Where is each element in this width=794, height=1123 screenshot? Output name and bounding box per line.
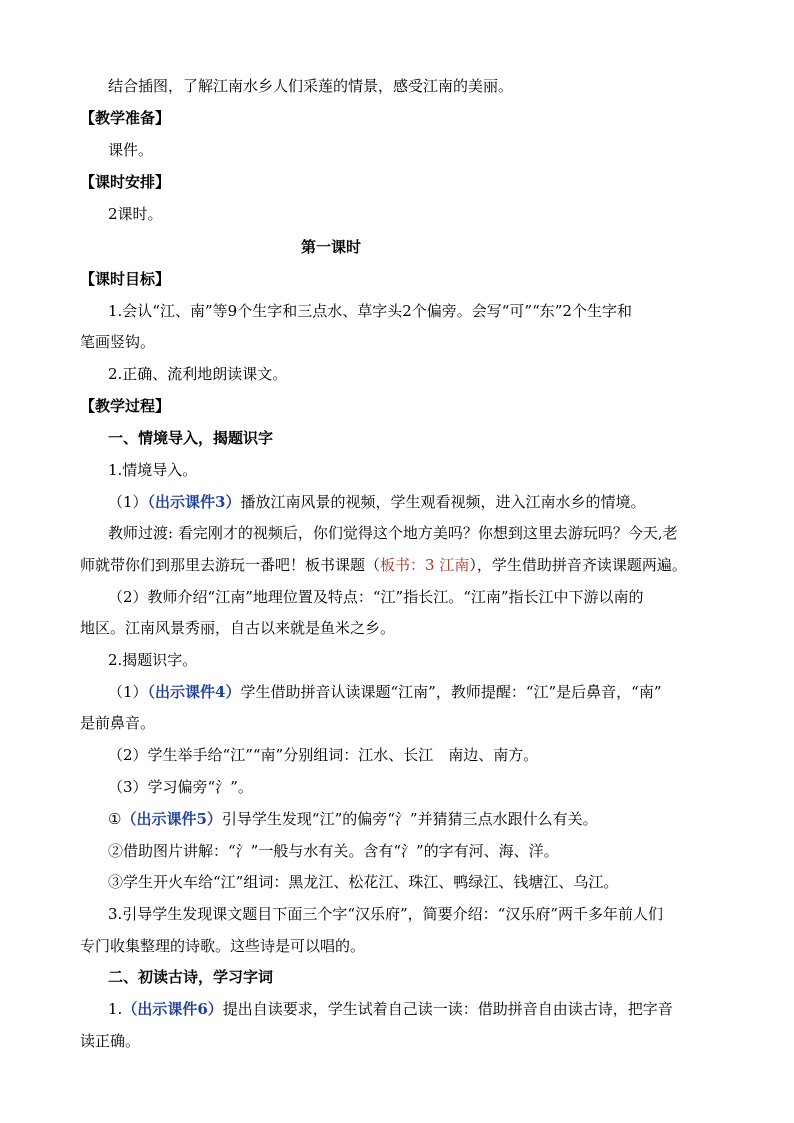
step-1-3-line-b: 专门收集整理的诗歌。这些诗是可以唱的。: [80, 937, 366, 955]
step-text: 提出自读要求，学生试着自己读一读：借助拼音自由读古诗，把字音: [222, 1000, 673, 1018]
section-1-heading: 一、情境导入，揭题识字: [108, 429, 274, 447]
step-2-1-line-a: [108, 998, 673, 1020]
circled-number: ①: [108, 810, 122, 828]
step-number: 1.: [108, 1000, 123, 1018]
step-1-1: 1.情境导入。: [108, 461, 198, 479]
section-2-heading: 二、初读古诗，学习字词: [108, 968, 274, 986]
circled-step-2: ②借助图片讲解：“氵”一般与水有关。含有“氵”的字有河、海、洋。: [108, 842, 559, 860]
step-1-2: 2.揭题识字。: [108, 651, 198, 669]
board-note: 板书：3 江南: [380, 556, 470, 574]
step-1-1-2-line-b: 地区。江南风景秀丽，自古以来就是鱼米之乡。: [80, 619, 396, 637]
heading-preparation: 【教学准备】: [80, 109, 171, 127]
heading-schedule: 【课时安排】: [80, 173, 171, 191]
circled-step-3: ③学生开火车给“江”组词：黑龙江、松花江、珠江、鸭绿江、钱塘江、乌江。: [108, 873, 619, 891]
lesson-title: 第一课时: [301, 238, 362, 256]
step-text: 引导学生发现“江”的偏旁“氵”并猜猜三点水跟什么有关。: [221, 810, 598, 828]
step-1-3-line-a: 3.引导学生发现课文题目下面三个字“汉乐府”，简要介绍：“汉乐府”两千多年前人们: [108, 905, 663, 923]
step-text: 学生借助拼音认读课题“江南”，教师提醒：“江”是后鼻音，“南”: [240, 683, 662, 701]
courseware-tag: （出示课件6）: [122, 1000, 223, 1018]
transition-text-end: ），学生借助拼音齐读课题两遍。: [469, 556, 687, 574]
step-1-1-2-line-a: （2）教师介绍“江南”地理位置及特点：“江”指长江。“江南”指长江中下游以南的: [108, 588, 644, 606]
courseware-tag: （出示课件5）: [121, 810, 222, 828]
step-1-2-1-line-a: [108, 681, 662, 703]
step-1-1-1: [108, 491, 646, 513]
step-number: （1）: [108, 683, 148, 701]
goal-2: 2.正确、流利地朗读课文。: [108, 365, 288, 383]
step-1-2-2: （2）学生举手给“江”“南”分别组词：江水、长江 南边、南方。: [108, 746, 539, 764]
courseware-tag: （出示课件3）: [147, 493, 241, 511]
goal-1-line-b: 笔画竖钩。: [80, 333, 156, 351]
heading-goals: 【课时目标】: [80, 270, 171, 288]
circled-step-1: [108, 808, 598, 830]
transition-line-a: 教师过渡: 看完刚才的视频后，你们觉得这个地方美吗？你想到这里去游玩吗？今天,老: [108, 524, 678, 542]
step-1-2-1-line-b: 是前鼻音。: [80, 714, 156, 732]
step-text: 播放江南风景的视频，学生观看视频，进入江南水乡的情境。: [240, 493, 646, 511]
schedule-text: 2课时。: [108, 205, 163, 223]
step-1-2-3: （3）学习偏旁“氵”。: [108, 778, 253, 796]
transition-text: 师就带你们到那里去游玩一番吧！板书课题（: [80, 556, 381, 574]
transition-line-b: [80, 554, 687, 576]
goal-1-line-a: 1.会认“江、南”等9个生字和三点水、草字头2个偏旁。会写“可”“东”2个生字和: [108, 302, 632, 320]
courseware-tag: （出示课件4）: [147, 683, 241, 701]
heading-process: 【教学过程】: [80, 397, 171, 415]
step-2-1-line-b: 读正确。: [80, 1032, 141, 1050]
objective-line: 结合插图，了解江南水乡人们采莲的情景，感受江南的美丽。: [108, 77, 514, 95]
preparation-text: 课件。: [108, 141, 154, 159]
step-number: （1）: [108, 493, 148, 511]
